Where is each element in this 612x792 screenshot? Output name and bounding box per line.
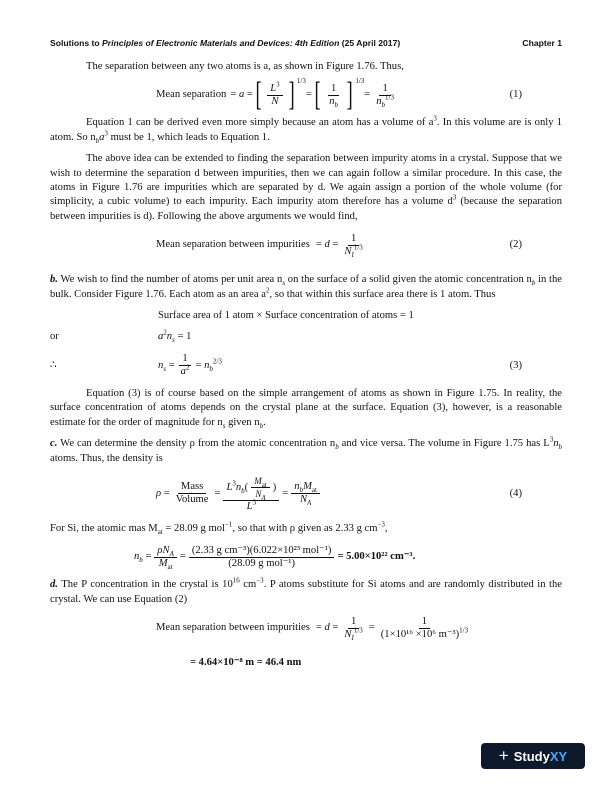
equation-5: Mean separation between impurities = d = $\frac{1}{N_I^{1/3}}$ = $\frac{1}{(1\times 10^{16} \times 10^6 m^{-3})^{1/3}}$ [156,615,469,642]
final-result: = 4.64×10⁻⁸ m = 46.4 nm [190,657,302,669]
paragraph-2: Equation 1 can be derived even more simply because an atom has a volume of $a^3$. In this volume are is only 1 atom. So $n_ba^3$ must be 1, which leads to Equation 1. [50,114,562,145]
header-title: Solutions to Principles of Electronic Materials and Devices: 4th Edition (25 April 2017) [50,38,401,48]
studyxy-logo[interactable] [481,743,585,769]
equation-4: ρ = $\frac{\text{Mass}}{\text{Volume}}$ = $L^3n_b$( $\frac{M_{at}}{N_A}$ ) $L^3$ = $\frac{n_bM_{at}}{N_A}$ (4) [156,475,522,512]
nb-calculation: $n_b$ = $\frac{\rho N_A}{M_{at}}$ = $\frac{\text{(2.33 g cm⁻³)(6.022×10²³ mol⁻¹)}}{\text{(28.09 g mol⁻¹)}}$ = 5.00×10²² cm⁻³. [134,544,416,571]
document-body [50,60,562,671]
surface-line: Surface area of 1 atom × Surface concentration of atoms = 1 [158,310,414,322]
part-c: c. We can determine the density ρ from the atomic concentration $n_b$ and vice versa. The volume in Figure 1.75 has $L^3n_b$ atoms. Thus, the density is [50,435,562,464]
paragraph-1: The separation between any two atoms is a, as shown in Figure 1.76. Thus, [86,61,404,72]
equation-3: ∴ $n_s$ = $\frac{1}{a^2}$ = $n_b^{2/3}$ (3) [50,353,522,378]
paragraph-4: Equation (3) is of course based on the simple arrangement of atoms as shown in Figure 1.75. In reality, the surface concentration of atoms depends on the crystal plane at the surface. Equation (3), however, is a reasonable estimate for the order of magnitude for $n_s$ given $n_b$. [50,387,562,430]
logo-text: StudyXY [513,748,568,764]
or-line: or $a^2n_s = 1$ [50,328,192,345]
part-d: d. The P concentration in the crystal is $10^{16}$ $cm^{-3}$. P atoms substitute for Si atoms and are randomly distributed in the crystal. We can use Equation (2) [50,576,562,605]
page-header [50,38,562,48]
equation-2: Mean separation between impurities = d = $\frac{1}{N_I^{1/3}}$ (2) [156,232,522,259]
paragraph-3: The above idea can be extended to finding the separation between impurity atoms in a crystal. Suppose that we wish to determine the separation d between impurities, then we can again follow a similar procedure. In this case, the atoms in Figure 1.76 are impurities which are separated by d. We again assign a portion of the whole volume (for simplicity, a cubic volume) to each impurity. Each impurity atom therefore has a volume $d^3$ (because the separation between impurities is d). Following the above arguments we would find, [50,153,562,222]
part-b: b. We wish to find the number of atoms per unit area $n_s$ on the surface of a solid given the atomic concentration $n_b$ in the bulk. Consider Figure 1.76. Each atom as an area $a^2$, so that within this surface area there is 1 atom. Thus [50,274,562,300]
plus-icon: + [498,746,509,765]
header-chapter: Chapter 1 [522,38,562,48]
equation-1: Mean separation = a = [ $\frac{L^3}{N}$ ] $^{1/3}$ = [ $\frac{1}{n_b}$ ] $^{1/3}$ = $\frac{1}{n_b^{1/3}}$ (1) [156,76,522,114]
si-line: For Si, the atomic mas $M_{at} = 28.09$ g mol$^{-1}$, so that with ρ given as 2.33 g $cm^{-3}$, [50,520,388,537]
